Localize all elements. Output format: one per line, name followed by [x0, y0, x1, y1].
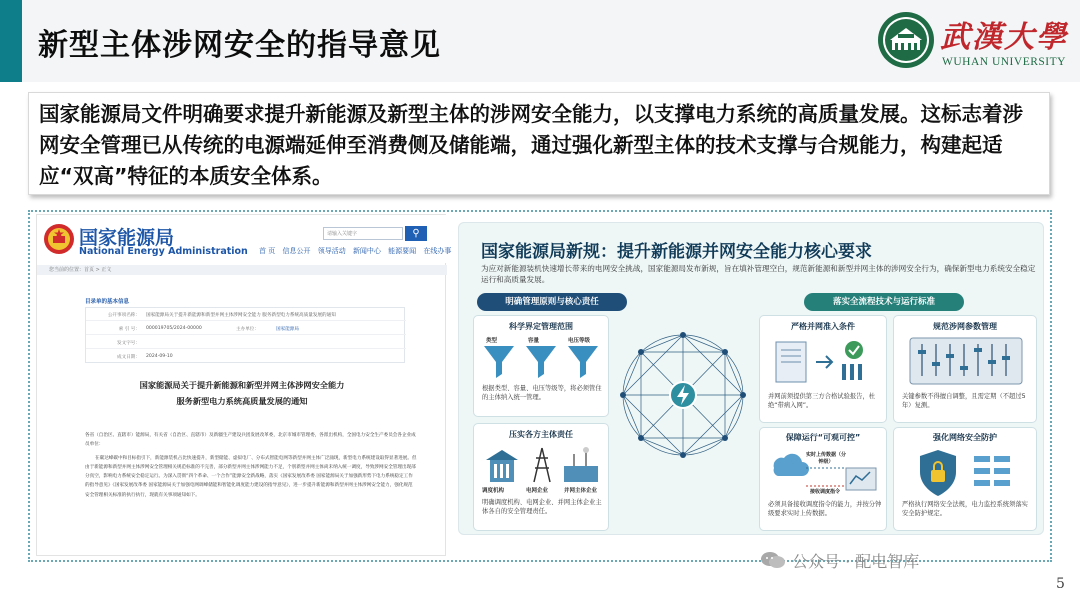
title-accent-bar: [0, 0, 22, 82]
doc-heading-line: 国家能源局关于提升新能源和新型并网主体涉网安全能力: [139, 380, 345, 390]
panel-text: 严格执行网络安全法规，电力监控系统须落实安全防护规定。: [902, 501, 1028, 517]
infographic: [458, 222, 1044, 535]
doc-breadcrumb: 您当前的位置：首页 > 正文: [49, 267, 112, 273]
operations-panel: [759, 427, 887, 531]
national-emblem-icon: [43, 223, 75, 255]
search-icon: ⚲: [412, 228, 420, 239]
resp-tag: 电网企业: [526, 488, 549, 494]
page-number: 5: [1056, 576, 1065, 592]
document-check-icon: [772, 336, 876, 386]
wechat-icon: [760, 551, 786, 569]
responsibility-panel: [473, 423, 609, 531]
doc-info-table: [85, 307, 405, 363]
watermark-text: 公众号 · 配电智库: [792, 552, 920, 571]
infographic-title: 国家能源局新规：提升新能源并网安全能力核心要求: [481, 242, 872, 262]
scope-tag: 容量: [528, 338, 540, 344]
doc-body-paragraph: 在碳达峰碳中和目标指引下，新能源装机占比快速提升，新型储能、虚拟电厂、分布式智能电网等新型并网主体广泛涌现，新型电力系统建设取得显著进展。但由于新能源和新型并网主体涉网安全管理相关规范标准的不完善，部分新型并网主体涉网能力不足，个别新型并网主体尚未纳入统一调度，导致涉网安全管理出现部分真空，影响电力系统安全稳定运行。为深入贯彻“四个革命、一个合作”能源安全新战略，落实《国家发展改革委 国家能源局关于加强新形势下电力系统稳定工作的指导意见》《国家发展改革委 国家能源局关于加强电网调峰储能和智能化调度能力建设的指导意见》，进一步提升新能源和新型并网主体涉网安全能力，强化规范安全管理相关标准的执行执行，现就有关事项通知如下。: [85, 455, 417, 498]
scope-panel: [473, 315, 609, 417]
doc-info-row: [86, 308, 406, 321]
doc-search-button[interactable]: [405, 226, 427, 241]
doc-heading: [37, 377, 447, 409]
doc-info-value: 000019705/2024-00000: [146, 326, 202, 331]
doc-info-key: 索 引 号：: [118, 327, 140, 332]
panel-text: 关键参数不得擅自调整，且需定期（不超过5年）复测。: [902, 393, 1026, 409]
doc-info-value: 国家能源局: [276, 327, 299, 332]
summary-box: [28, 92, 1050, 195]
doc-info-row: [86, 322, 406, 335]
panel-title: 压实各方主体责任: [509, 430, 573, 439]
doc-info-key: 主办单位：: [236, 327, 259, 332]
doc-nav-item[interactable]: 能源要闻: [388, 247, 417, 255]
cyber-panel: [893, 427, 1037, 531]
doc-body: [85, 431, 417, 500]
resp-tag: 调度机构: [482, 488, 505, 494]
university-logo: [876, 6, 1076, 78]
logo-name-cn: 武漢大學: [940, 20, 1068, 55]
doc-info-key: 发文字号：: [117, 341, 140, 346]
right-section-header: 落实全流程技术与运行标准: [804, 293, 964, 311]
doc-info-key: 公开事项名称：: [107, 313, 140, 318]
doc-info-row: [86, 350, 406, 363]
funnel-icon: [482, 344, 602, 382]
panel-text: 并网前须提供第三方合格试验报告，杜绝“带病入网”。: [768, 393, 876, 409]
doc-info-title: 目录单的基本信息: [85, 299, 130, 305]
nea-document-screenshot: [36, 214, 452, 556]
scope-tag: 电压等级: [568, 338, 591, 344]
panel-title: 强化网络安全防护: [933, 433, 997, 442]
doc-body-paragraph: 各省（自治区、直辖市）能源局，有关省（自治区、直辖市）及新疆生产建设兵团发展改革委，北京市城市管理委，各派出机构，全国电力安全生产委员会各企业成员单位：: [85, 433, 416, 448]
doc-search-input[interactable]: 请输入关键字: [323, 227, 403, 240]
logo-name-en: WUHAN UNIVERSITY: [942, 56, 1066, 68]
panel-title: 保障运行“可观可控”: [785, 433, 861, 442]
doc-info-row: [86, 336, 406, 349]
ops-tag: 接收调度指令: [809, 489, 840, 495]
doc-nav-item[interactable]: 领导活动: [317, 247, 346, 255]
panel-title: 严格并网准入条件: [791, 322, 855, 331]
parameter-panel: [893, 315, 1037, 423]
doc-info-key: 成文日期：: [117, 355, 140, 360]
doc-org-name-en: National Energy Administration: [79, 246, 248, 257]
doc-heading-line: 服务新型电力系统高质量发展的通知: [176, 396, 308, 406]
doc-info-value: 国家能源局关于提升新能源和新型并网主体涉网安全能力 服务新型电力系统高质量发展的通知: [146, 313, 336, 318]
scope-tag: 类型: [486, 338, 498, 344]
summary-text: 国家能源局文件明确要求提升新能源及新型主体的涉网安全能力，以支撑电力系统的高质量发展。这标志着涉网安全管理已从传统的电源端延伸至消费侧及储能端，通过强化新型主体的技术支撑与合规能力，构建起适应“双高”特征的本质安全体系。: [39, 102, 1023, 188]
doc-nav-item[interactable]: 在线办事: [423, 247, 452, 255]
doc-nav-item[interactable]: 首 页: [259, 247, 276, 255]
shield-lock-icon: [916, 446, 1016, 498]
panel-text: 明确调度机构、电网企业、并网主体企业主体各自的安全管理责任。: [482, 499, 602, 515]
slide-title: 新型主体涉网安全的指导意见: [38, 28, 441, 63]
left-section-header: 明确管理原则与核心责任: [477, 293, 627, 311]
doc-nav-item[interactable]: 新闻中心: [352, 247, 381, 255]
doc-nav: [259, 246, 452, 256]
doc-info-value: 2024-09-10: [146, 354, 173, 359]
grid-access-panel: [759, 315, 887, 423]
dashboard-icon: [908, 336, 1024, 386]
panel-title: 规范涉网参数管理: [933, 322, 997, 331]
doc-org-name-cn: 国家能源局: [79, 227, 175, 249]
resp-tag: 并网主体企业: [564, 488, 598, 494]
panel-title: 科学界定管理范围: [509, 322, 573, 331]
panel-text: 必须具备接收调度指令的能力，并按分钟级要求实时上传数据。: [768, 501, 882, 517]
infographic-subtitle: 为应对新能源装机快速增长带来的电网安全挑战，国家能源局发布新规，旨在填补管理空白，规范新能源和新型并网主体的涉网安全行为，确保新型电力系统安全稳定运行和高质量发展。: [481, 264, 1036, 284]
ops-tag: 实时上传数据（分钟级）: [806, 452, 847, 465]
panel-text: 根据类型、容量、电压等级等，将必须管住的主体纳入统一管理。: [482, 385, 602, 401]
doc-nav-item[interactable]: 信息公开: [282, 247, 311, 255]
power-tower-icon: [482, 444, 602, 484]
network-node-icon: [609, 321, 757, 469]
